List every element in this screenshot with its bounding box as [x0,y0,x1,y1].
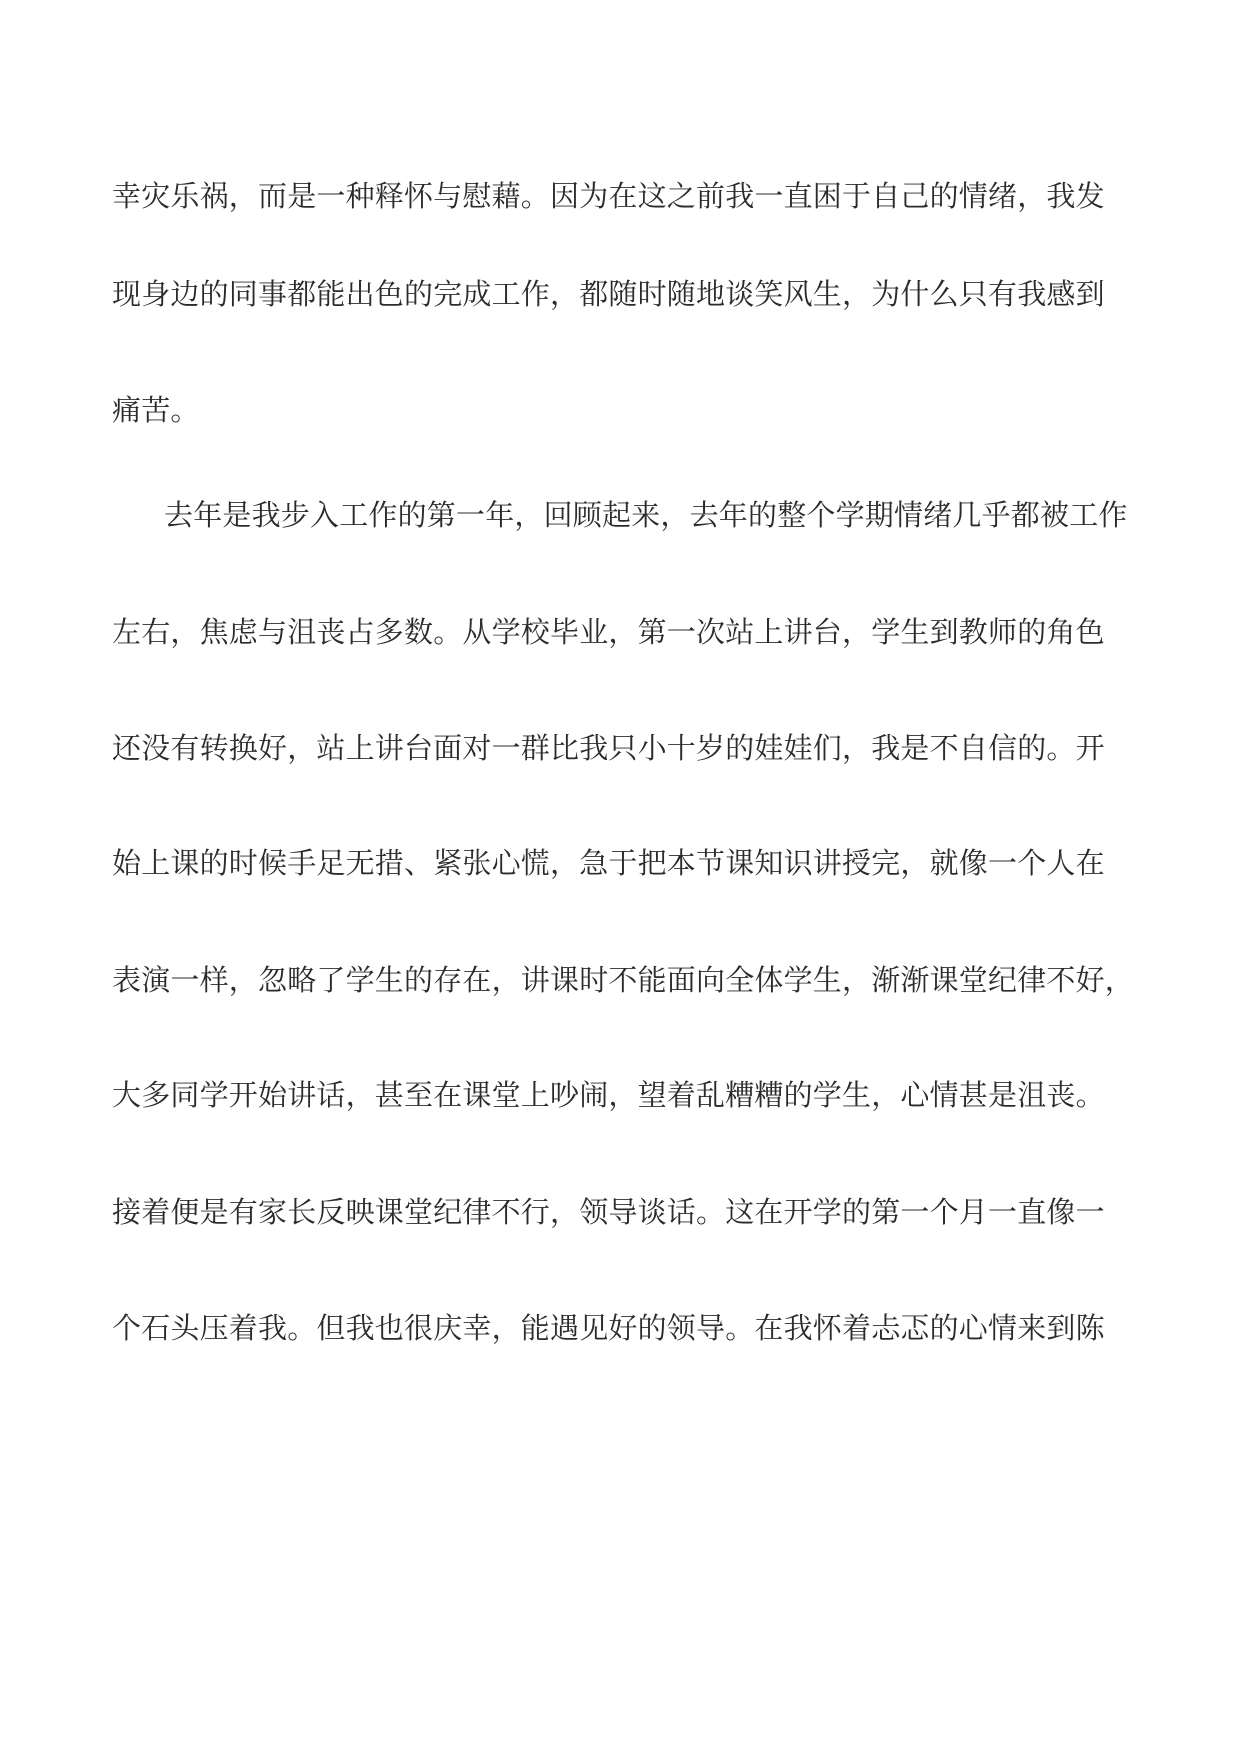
text-line: 痛苦。 [112,393,200,427]
text-line: 个石头压着我。但我也很庆幸，能遇见好的领导。在我怀着忐忑的心情来到陈 [112,1311,1105,1345]
text-line: 还没有转换好，站上讲台面对一群比我只小十岁的娃娃们，我是不自信的。开 [112,731,1105,765]
text-line: 左右，焦虑与沮丧占多数。从学校毕业，第一次站上讲台，学生到教师的角色 [112,615,1105,649]
text-line: 幸灾乐祸，而是一种释怀与慰藉。因为在这之前我一直困于自己的情绪，我发 [112,179,1105,213]
text-line: 接着便是有家长反映课堂纪律不行，领导谈话。这在开学的第一个月一直像一 [112,1195,1105,1229]
text-line: 现身边的同事都能出色的完成工作，都随时随地谈笑风生，为什么只有我感到 [112,277,1105,311]
text-line: 表演一样，忽略了学生的存在，讲课时不能面向全体学生，渐渐课堂纪律不好， [112,963,1135,997]
paragraph-first-line: 去年是我步入工作的第一年，回顾起来，去年的整个学期情绪几乎都被工作 [164,498,1128,532]
text-line: 大多同学开始讲话，甚至在课堂上吵闹，望着乱糟糟的学生，心情甚是沮丧。 [112,1078,1105,1112]
text-line: 始上课的时候手足无措、紧张心慌，急于把本节课知识讲授完，就像一个人在 [112,846,1105,880]
